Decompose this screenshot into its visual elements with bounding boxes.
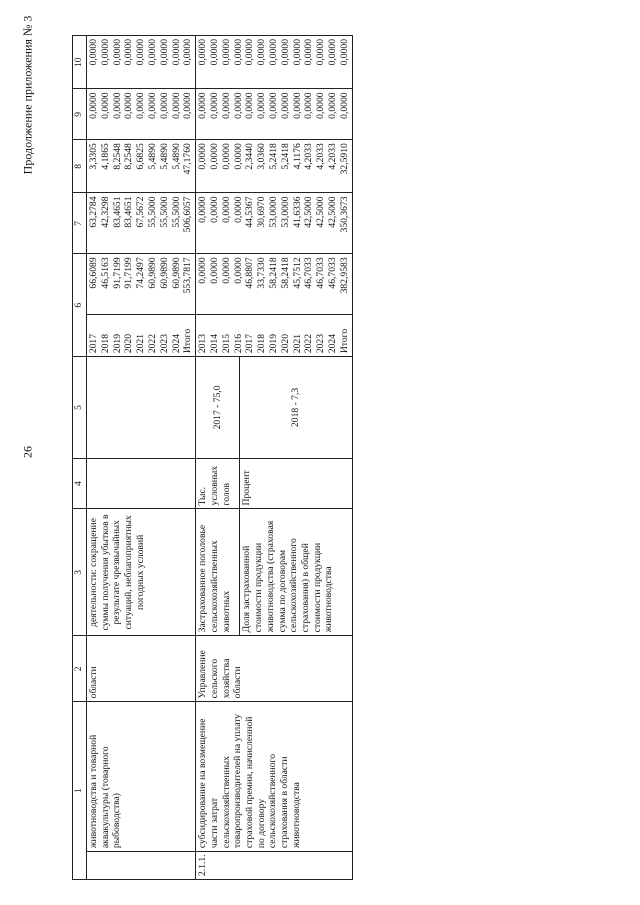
value-line: 53,0000 — [279, 196, 291, 228]
value-line: 42,5000 — [315, 196, 327, 228]
value-line: 0,0000 — [146, 92, 158, 119]
value-line: 0,0000 — [220, 39, 232, 66]
value-line: 60,9890 — [146, 257, 158, 289]
value-line: 42,5000 — [326, 196, 338, 228]
value-line: 2024 — [170, 333, 182, 354]
value-line: 2014 — [208, 333, 220, 354]
row-b-col5-b: 2018 - 7,3 — [240, 357, 352, 459]
row-a-col6 — [87, 254, 196, 315]
value-line: 2023 — [158, 333, 170, 354]
value-line: 0,0000 — [232, 196, 244, 223]
value-line: 0,0000 — [123, 39, 135, 66]
header-col-8: 8 — [73, 140, 87, 193]
value-line: 44,5367 — [244, 196, 256, 228]
value-line: 2018 — [256, 333, 268, 354]
value-line: 0,0000 — [232, 143, 244, 170]
value-line: 2019 — [111, 333, 123, 354]
value-line: 0,0000 — [99, 39, 111, 66]
row-b-col3-a: Застрахованное поголовье сельскохозяйственных животных — [196, 509, 240, 636]
value-line: 2015 — [220, 333, 232, 354]
value-line: 46,7033 — [303, 257, 315, 289]
value-line: 0,0000 — [208, 143, 220, 170]
value-line: 91,7199 — [111, 257, 123, 289]
value-line: 350,3673 — [338, 196, 350, 233]
value-line: 506,6057 — [182, 196, 194, 233]
value-line: 0,0000 — [197, 39, 209, 66]
value-line: 0,0000 — [123, 92, 135, 119]
value-line: 41,6336 — [291, 196, 303, 228]
value-line: 2017 — [244, 333, 256, 354]
value-line: 0,0000 — [338, 39, 350, 66]
value-line: 3,0360 — [256, 143, 268, 170]
value-line: 0,0000 — [256, 39, 268, 66]
value-line: 55,5000 — [158, 196, 170, 228]
value-line: 0,0000 — [197, 196, 209, 223]
value-line: 0,0000 — [208, 92, 220, 119]
header-col-3: 3 — [73, 509, 87, 636]
value-line: Итого — [182, 328, 194, 354]
value-line: 0,0000 — [170, 39, 182, 66]
table-row-b — [196, 36, 240, 880]
value-line: 2021 — [135, 333, 147, 354]
value-line: 2024 — [326, 333, 338, 354]
row-b-col8 — [196, 140, 352, 193]
value-line: 33,7330 — [256, 257, 268, 289]
value-line: 91,7199 — [123, 257, 135, 289]
value-line: Итого — [338, 328, 350, 354]
value-line: 0,0000 — [267, 92, 279, 119]
value-line: 0,0000 — [111, 39, 123, 66]
header-col-9: 9 — [73, 89, 87, 140]
value-line: 0,0000 — [232, 92, 244, 119]
value-line: 0,0000 — [244, 92, 256, 119]
row-b-col4-b: Процент — [240, 458, 352, 509]
value-line: 66,6089 — [88, 257, 99, 289]
row-a-col1: животноводства и товарной аквакультуры (товарного рыбоводства) — [87, 702, 196, 852]
header-col-10: 10 — [73, 36, 87, 89]
value-line: 60,9890 — [170, 257, 182, 289]
value-line: 0,0000 — [88, 39, 99, 66]
value-line: 55,5000 — [170, 196, 182, 228]
value-line: 2018 — [99, 333, 111, 354]
value-line: 46,5163 — [99, 257, 111, 289]
value-line: 0,0000 — [197, 92, 209, 119]
row-b-col1: субсидирование на возмещение части затрат сельскохозяйственных товаропроизводителей на уплату страховой премии, начисленной по договору сельскохозяйственного страхования в области животноводства — [196, 702, 352, 852]
value-line: 2013 — [197, 333, 209, 354]
value-line: 4,2033 — [326, 143, 338, 170]
header-col-4: 4 — [73, 458, 87, 509]
value-line: 0,0000 — [99, 92, 111, 119]
value-line: 3,3305 — [88, 143, 99, 170]
value-line: 0,0000 — [208, 39, 220, 66]
row-a-col4 — [87, 458, 196, 509]
value-line: 0,0000 — [291, 92, 303, 119]
value-line: 0,0000 — [135, 39, 147, 66]
value-line: 2017 — [88, 333, 99, 354]
table-row-a — [87, 36, 196, 880]
value-line: 0,0000 — [158, 92, 170, 119]
value-line: 46,7033 — [326, 257, 338, 289]
value-line: 60,9890 — [158, 257, 170, 289]
value-line: 4,2033 — [303, 143, 315, 170]
value-line: 42,5000 — [303, 196, 315, 228]
value-line: 0,0000 — [170, 92, 182, 119]
value-line: 53,0000 — [267, 196, 279, 228]
row-b-col10 — [196, 36, 352, 89]
value-line: 32,5910 — [338, 143, 350, 175]
row-b-col9 — [196, 89, 352, 140]
value-line: 2020 — [123, 333, 135, 354]
value-line: 0,0000 — [182, 39, 194, 66]
value-line: 0,0000 — [197, 257, 209, 284]
value-line: 2022 — [303, 333, 315, 354]
header-row — [73, 36, 87, 880]
value-line: 0,0000 — [315, 39, 327, 66]
row-b-col5-a: 2017 - 75,0 — [196, 357, 240, 459]
value-line: 63,2784 — [88, 196, 99, 228]
value-line: 55,5000 — [146, 196, 158, 228]
value-line: 83,4651 — [123, 196, 135, 228]
value-line: 2022 — [146, 333, 158, 354]
row-a-col7 — [87, 193, 196, 254]
header-col-7: 7 — [73, 193, 87, 254]
value-line: 0,0000 — [338, 92, 350, 119]
appendix-table — [72, 35, 353, 880]
value-line: 0,0000 — [232, 39, 244, 66]
value-line: 0,0000 — [220, 143, 232, 170]
value-line: 67,5672 — [135, 196, 147, 228]
row-b-col6 — [196, 254, 352, 315]
value-line: 0,0000 — [111, 92, 123, 119]
value-line: 0,0000 — [244, 39, 256, 66]
row-a-col9 — [87, 89, 196, 140]
value-line: 30,6970 — [256, 196, 268, 228]
row-a-col8 — [87, 140, 196, 193]
row-a-col2: области — [87, 636, 196, 702]
value-line: 58,2418 — [279, 257, 291, 289]
value-line: 0,0000 — [315, 92, 327, 119]
page-number: 26 — [20, 446, 35, 458]
row-a-years — [87, 315, 196, 357]
value-line: 74,2497 — [135, 257, 147, 289]
row-a-col3: деятельности: сокращение суммы получения убытков в результате чрезвычайных ситуаций, неблагоприятных погодных условий — [87, 509, 196, 636]
row-a-col5 — [87, 357, 196, 459]
value-line: 5,2418 — [267, 143, 279, 170]
value-line: 0,0000 — [135, 92, 147, 119]
value-line: 8,2548 — [111, 143, 123, 170]
value-line: 58,2418 — [267, 257, 279, 289]
value-line: 382,9583 — [338, 257, 350, 294]
value-line: 0,0000 — [303, 39, 315, 66]
value-line: 0,0000 — [197, 143, 209, 170]
value-line: 0,0000 — [291, 39, 303, 66]
value-line: 0,0000 — [232, 257, 244, 284]
row-b-col4-a: Тыс. условных голов — [196, 458, 240, 509]
value-line: 8,2548 — [123, 143, 135, 170]
value-line: 5,4890 — [170, 143, 182, 170]
row-b-col2: Управление сельского хозяйства области — [196, 636, 352, 702]
row-b-number: 2.1.1. — [196, 852, 352, 880]
value-line: 2019 — [267, 333, 279, 354]
value-line: 2023 — [315, 333, 327, 354]
value-line: 0,0000 — [88, 92, 99, 119]
row-b-col7 — [196, 193, 352, 254]
value-line: 45,7512 — [291, 257, 303, 289]
value-line: 2016 — [232, 333, 244, 354]
value-line: 0,0000 — [267, 39, 279, 66]
value-line: 0,0000 — [208, 196, 220, 223]
header-col-1: 1 — [73, 702, 87, 880]
row-b-years — [196, 315, 352, 357]
value-line: 0,0000 — [182, 92, 194, 119]
header-col-5: 5 — [73, 357, 87, 459]
value-line: 2020 — [279, 333, 291, 354]
value-line: 46,7033 — [315, 257, 327, 289]
row-a-col10 — [87, 36, 196, 89]
value-line: 46,8807 — [244, 257, 256, 289]
value-line: 0,0000 — [279, 92, 291, 119]
value-line: 0,0000 — [326, 39, 338, 66]
value-line: 5,4890 — [146, 143, 158, 170]
value-line: 42,3298 — [99, 196, 111, 228]
value-line: 0,0000 — [158, 39, 170, 66]
row-b-col3-b: Доля застрахованной стоимости продукции животноводства (страховая сумма по договорам сельскохозяйственного страхования) в общей стоимости продукции животноводства — [240, 509, 352, 636]
continuation-title: Продолжение приложения № 3 — [20, 15, 35, 175]
value-line: 553,7817 — [182, 257, 194, 294]
value-line: 0,0000 — [326, 92, 338, 119]
value-line: 0,0000 — [303, 92, 315, 119]
value-line: 2,3440 — [244, 143, 256, 170]
value-line: 0,0000 — [256, 92, 268, 119]
value-line: 47,1760 — [182, 143, 194, 175]
value-line: 2021 — [291, 333, 303, 354]
value-line: 0,0000 — [208, 257, 220, 284]
value-line: 0,0000 — [220, 257, 232, 284]
value-line: 83,4651 — [111, 196, 123, 228]
value-line: 4,1865 — [99, 143, 111, 170]
header-col-6: 6 — [73, 254, 87, 357]
header-col-2: 2 — [73, 636, 87, 702]
value-line: 5,2418 — [279, 143, 291, 170]
value-line: 4,1176 — [291, 143, 303, 170]
value-line: 6,6825 — [135, 143, 147, 170]
value-line: 0,0000 — [220, 196, 232, 223]
value-line: 0,0000 — [279, 39, 291, 66]
value-line: 0,0000 — [220, 92, 232, 119]
value-line: 4,2033 — [315, 143, 327, 170]
rotated-table-sheet — [72, 35, 607, 880]
value-line: 0,0000 — [146, 39, 158, 66]
value-line: 5,4890 — [158, 143, 170, 170]
